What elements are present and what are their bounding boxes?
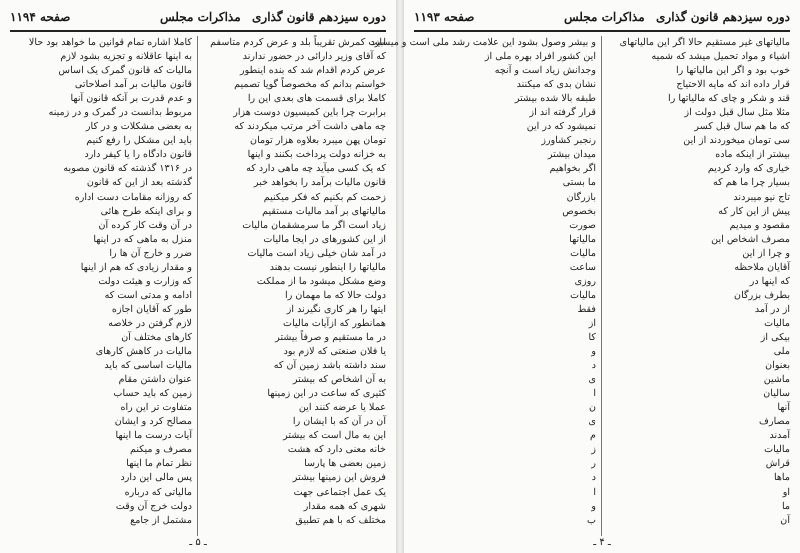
text-line: کارهای مختلف آن <box>121 331 192 343</box>
text-line: سی تومان میخوردند از این <box>683 135 790 147</box>
text-line: به اینها عاقلانه و تجزیه بشود لازم <box>60 51 192 63</box>
text-line: وضع مشکل میشود ما از مملکت <box>256 275 386 287</box>
text-line: یک عمل اجتماعی جهت <box>293 486 386 498</box>
text-line: در ۱۳۱۶ گذشته که قانون مصوبه <box>63 163 192 175</box>
text-line: تومان پهن میبرد بعلاوه هزار تومان <box>250 135 386 147</box>
text-line: که اینها در <box>749 275 790 287</box>
text-line: بخصوص <box>562 205 596 217</box>
left-page-folio: ـ ۵ ـ <box>189 537 207 548</box>
text-line: آن <box>780 514 790 526</box>
left-page-column-right <box>204 36 386 536</box>
text-line: همانطور که ازآیات مالیات <box>283 317 386 329</box>
text-line: قانون مالیات بر آمد اصلاحاتی <box>74 79 192 91</box>
text-line: قانون دادگاه را یا کیفر دارد <box>84 149 192 161</box>
text-line: ماشین <box>763 374 790 386</box>
right-page-header <box>414 6 790 28</box>
text-line: اگر بخواهیم <box>549 163 596 175</box>
right-page-folio: ـ ۴ ـ <box>593 537 611 548</box>
text-line: یا فلان صنعتی که لازم بود <box>283 346 386 358</box>
text-line: بعنوان <box>765 360 790 372</box>
text-line: خیاری که وارد کردیم <box>707 163 790 175</box>
right-page-center-title: مذاکرات مجلس <box>564 10 645 24</box>
right-header-rule <box>414 30 790 32</box>
text-line: فقط <box>577 303 596 315</box>
text-line: ادامه و مدتی است که <box>104 289 192 301</box>
text-line: شهری که همه مقدار <box>303 500 386 512</box>
left-page <box>0 0 396 553</box>
text-line: ا <box>593 388 596 400</box>
text-line: بیشتر از اینکه ماده <box>715 149 790 161</box>
text-line: د <box>591 472 596 484</box>
text-line: او <box>782 486 790 498</box>
text-line: پس مالی این دارد <box>120 472 192 484</box>
text-line: نشان بدی که میکنند <box>516 79 596 91</box>
right-page-column-divider <box>601 36 602 536</box>
text-line: این کشور افراد بهره ملی از <box>484 51 596 63</box>
text-line: خانه معنی دارد که هشت <box>287 444 386 456</box>
text-line: آن در آن که با ایشان را <box>292 416 386 428</box>
text-line: مصرف اشخاص این <box>711 233 790 245</box>
text-line: مالیات <box>570 289 596 301</box>
text-line: مالیاتی که درباره <box>124 486 192 498</box>
text-line: خوب بود و اگر این مالیاتها را <box>675 65 790 77</box>
text-line: کا <box>588 331 596 343</box>
text-line: و مقدار زیادی که هم از اینها <box>80 261 192 273</box>
text-line: م <box>590 430 596 442</box>
left-page-session-title: دوره سیزدهم قانون گذاری <box>252 10 386 24</box>
text-line: که آقای وزیر دارائی در حضور ندارند <box>242 51 386 63</box>
left-page-number: صفحه ۱۱۹۴ <box>10 10 71 24</box>
text-line: عنوان داشتن مقام <box>118 374 192 386</box>
text-line: ایتها را هر کاری نگیرند از <box>286 303 386 315</box>
text-line: از <box>588 317 596 329</box>
text-line: قانون مالیات برآمد را بخواهد خبر <box>253 177 386 189</box>
text-line: ر <box>591 458 596 470</box>
text-line: از این کشورهای در ایجا مالیات <box>263 233 386 245</box>
text-line: مالیاتها را اینطور نیست بدهند <box>269 261 386 273</box>
text-line: مالیاتهای بر آمد مالیات مستقیم <box>262 205 386 217</box>
text-line: زمین که باید حساب <box>113 388 192 400</box>
left-page-column-left <box>10 36 192 536</box>
text-line: طبقه بالا شده بیشتر <box>514 93 596 105</box>
text-line: زمین بعضی ها پارسا <box>304 458 386 470</box>
text-line: ما <box>781 500 790 512</box>
text-line: به خزانه دولت پرداخت بکنند و اینها <box>247 149 386 161</box>
text-line: که روزانه مقامات دست اداره <box>74 191 192 203</box>
text-line: و <box>591 346 596 358</box>
text-line: و عدم قدرت بر آنکه قانون آنها <box>70 93 192 105</box>
text-line: بازرگان <box>566 191 596 203</box>
text-line: ی <box>588 374 596 386</box>
text-line: عرض کردم اقدام شد که بنده اینطور <box>240 65 386 77</box>
text-line: متفاوت تر این راه <box>120 402 192 414</box>
right-page-session-title: دوره سیزدهم قانون گذاری <box>656 10 790 24</box>
text-line: طور که آقایان اجازه <box>111 303 192 315</box>
text-line: باید این مشکل را رفع کنیم <box>86 135 192 147</box>
text-line: د <box>591 360 596 372</box>
text-line: ابیت کمرش تقریباً بلد و عرض کردم متاسفم <box>210 37 386 48</box>
text-line: فروش این زمینها بیشتر <box>292 472 386 484</box>
text-line: مالیات در کاهش کارهای <box>95 346 192 358</box>
text-line: ا <box>593 486 596 498</box>
text-line: خواستم بدانم که مخصوصاً گویا تصمیم <box>234 79 386 91</box>
text-line: وجدانش زیاد است و آنچه <box>494 65 596 77</box>
text-line: کاملا اشاره تمام قوانین ما خواهد بود حالا <box>28 37 192 48</box>
text-line: بسیار چرا ما هم که <box>713 177 790 189</box>
text-line: مالیات که قانون گمرک یک اساس <box>58 65 192 77</box>
text-line: که وزارت و هیئت دولت <box>98 275 192 287</box>
text-line: دولت خرج آن وقت <box>115 500 192 512</box>
text-line: میدان بیشتر <box>547 149 596 161</box>
text-line: به آن اشخاص که بیشتر <box>292 374 386 386</box>
text-line: نمیشود که در این <box>526 121 596 133</box>
right-page-number: صفحه ۱۱۹۳ <box>414 10 475 24</box>
text-line: سالیان <box>763 388 790 400</box>
text-line: قرار داده اند که مایه الاحتیاج <box>676 79 790 91</box>
right-page-column-left <box>370 36 596 536</box>
text-line: سند داشته باشد زمین آن که <box>273 360 386 372</box>
book-gutter <box>396 0 404 553</box>
text-line: مشتمل از جامع <box>130 514 192 526</box>
text-line: آیات درست ما اینها <box>115 430 192 442</box>
right-page-column-right <box>608 36 790 536</box>
text-line: صورت <box>569 219 596 231</box>
text-line: برابرت چرا باین کمیسیون دوست هزار <box>233 107 386 119</box>
text-line: و چرا از این <box>742 247 790 259</box>
text-line: مالیات <box>764 317 790 329</box>
text-line: پیش از این کار که <box>718 205 790 217</box>
text-line: آمدند <box>769 430 790 442</box>
text-line: ز <box>591 444 596 456</box>
left-page-center-title: مذاکرات مجلس <box>160 10 241 24</box>
text-line: و برای اینکه طرح هائی <box>100 205 192 217</box>
text-line: مالیات اساسی که باید <box>104 360 192 372</box>
text-line: نظر تمام ما اینها <box>126 458 192 470</box>
text-line: زحمت کم بکنیم که فکر میکنیم <box>263 191 386 203</box>
text-line: قراش <box>765 458 790 470</box>
text-line: بیکی از <box>760 331 790 343</box>
text-line: و بیشر وصول بشود این علامت رشد ملی است و میسازد <box>370 37 596 48</box>
text-line: از در آمد <box>754 303 790 315</box>
text-line: مختلف که با هم تطبیق <box>295 514 386 526</box>
text-line: گذشته بعد از این که قانون <box>86 177 192 189</box>
text-line: ماها <box>773 472 790 484</box>
text-line: که ما هم سال قبل کسر <box>694 121 790 133</box>
text-line: قرار گرفته اند از <box>529 107 596 119</box>
text-line: قند و شکر و چای که مالیاتها را <box>668 93 790 105</box>
text-line: مالیاتهای غیر مستقیم حالا اگر این مالیاتهای <box>619 37 790 48</box>
text-line: ب <box>586 514 596 526</box>
text-line: رنجبر کشاورز <box>541 135 596 147</box>
text-line: مالیاتها <box>569 233 596 245</box>
text-line: و <box>591 500 596 512</box>
text-line: ضرر و خارج آن ها را <box>109 247 192 259</box>
text-line: آقایان ملاحظه <box>734 261 790 273</box>
text-line: مصارف <box>759 416 790 428</box>
text-line: آنها <box>777 402 790 414</box>
text-line: در آمد شان خیلی زیاد است مالیات <box>247 247 386 259</box>
text-line: روزی <box>574 275 596 287</box>
text-line: زیاد است اگر ما سرمشقمان مالیات <box>242 219 386 231</box>
text-line: مصرف و میکنم <box>129 444 192 456</box>
text-line: در آن وقت کار کرده آن <box>98 219 192 231</box>
right-page <box>370 0 800 553</box>
text-line: که یک کسی میآید چه ماهی دارد که <box>246 163 386 175</box>
text-line: لازم گرفتن در خلاصه <box>108 317 192 329</box>
text-line: ما بستی <box>562 177 596 189</box>
text-line: ی <box>588 416 596 428</box>
text-line: کثیری که ساعت در این زمینها <box>267 388 386 400</box>
left-page-column-divider <box>197 36 198 536</box>
text-line: بطرف بزرگان <box>734 289 790 301</box>
text-line: ساعت <box>569 261 596 273</box>
left-page-header <box>10 6 386 28</box>
text-line: عملا یا عرضه کنند این <box>298 402 386 414</box>
text-line: منزل به ماهی که در اینها <box>93 233 192 245</box>
text-line: کاملا برای قسمت های بعدی این را <box>247 93 386 105</box>
text-line: مصالح کرد و ایشان <box>114 416 192 428</box>
text-line: این به مال است که بیشتر <box>283 430 386 442</box>
text-line: اشیاء و مواد تحمیل میشد که شمیه <box>651 51 790 63</box>
text-line: در ما مستقیم و صرفاً بیشتر <box>275 331 386 343</box>
left-header-rule <box>10 30 386 32</box>
text-line: مقصود و میدیم <box>729 219 790 231</box>
text-line: دولت حالا که ما مهمان را <box>285 289 386 301</box>
text-line: مربوط بدانست در گمرک و در زمینه <box>48 107 192 119</box>
text-line: ملی <box>773 346 790 358</box>
text-line: ن <box>588 402 596 414</box>
text-line: چه ماهی داشت آخر مرتب میکردند که <box>234 121 386 133</box>
text-line: مالیات <box>764 444 790 456</box>
text-line: به بعضی مشکلات و در کار <box>85 121 192 133</box>
text-line: تاج نیو میبردند <box>733 191 790 203</box>
text-line: مثلا مثل سال قبل دولت از <box>684 107 790 119</box>
text-line: مالیات <box>570 247 596 259</box>
